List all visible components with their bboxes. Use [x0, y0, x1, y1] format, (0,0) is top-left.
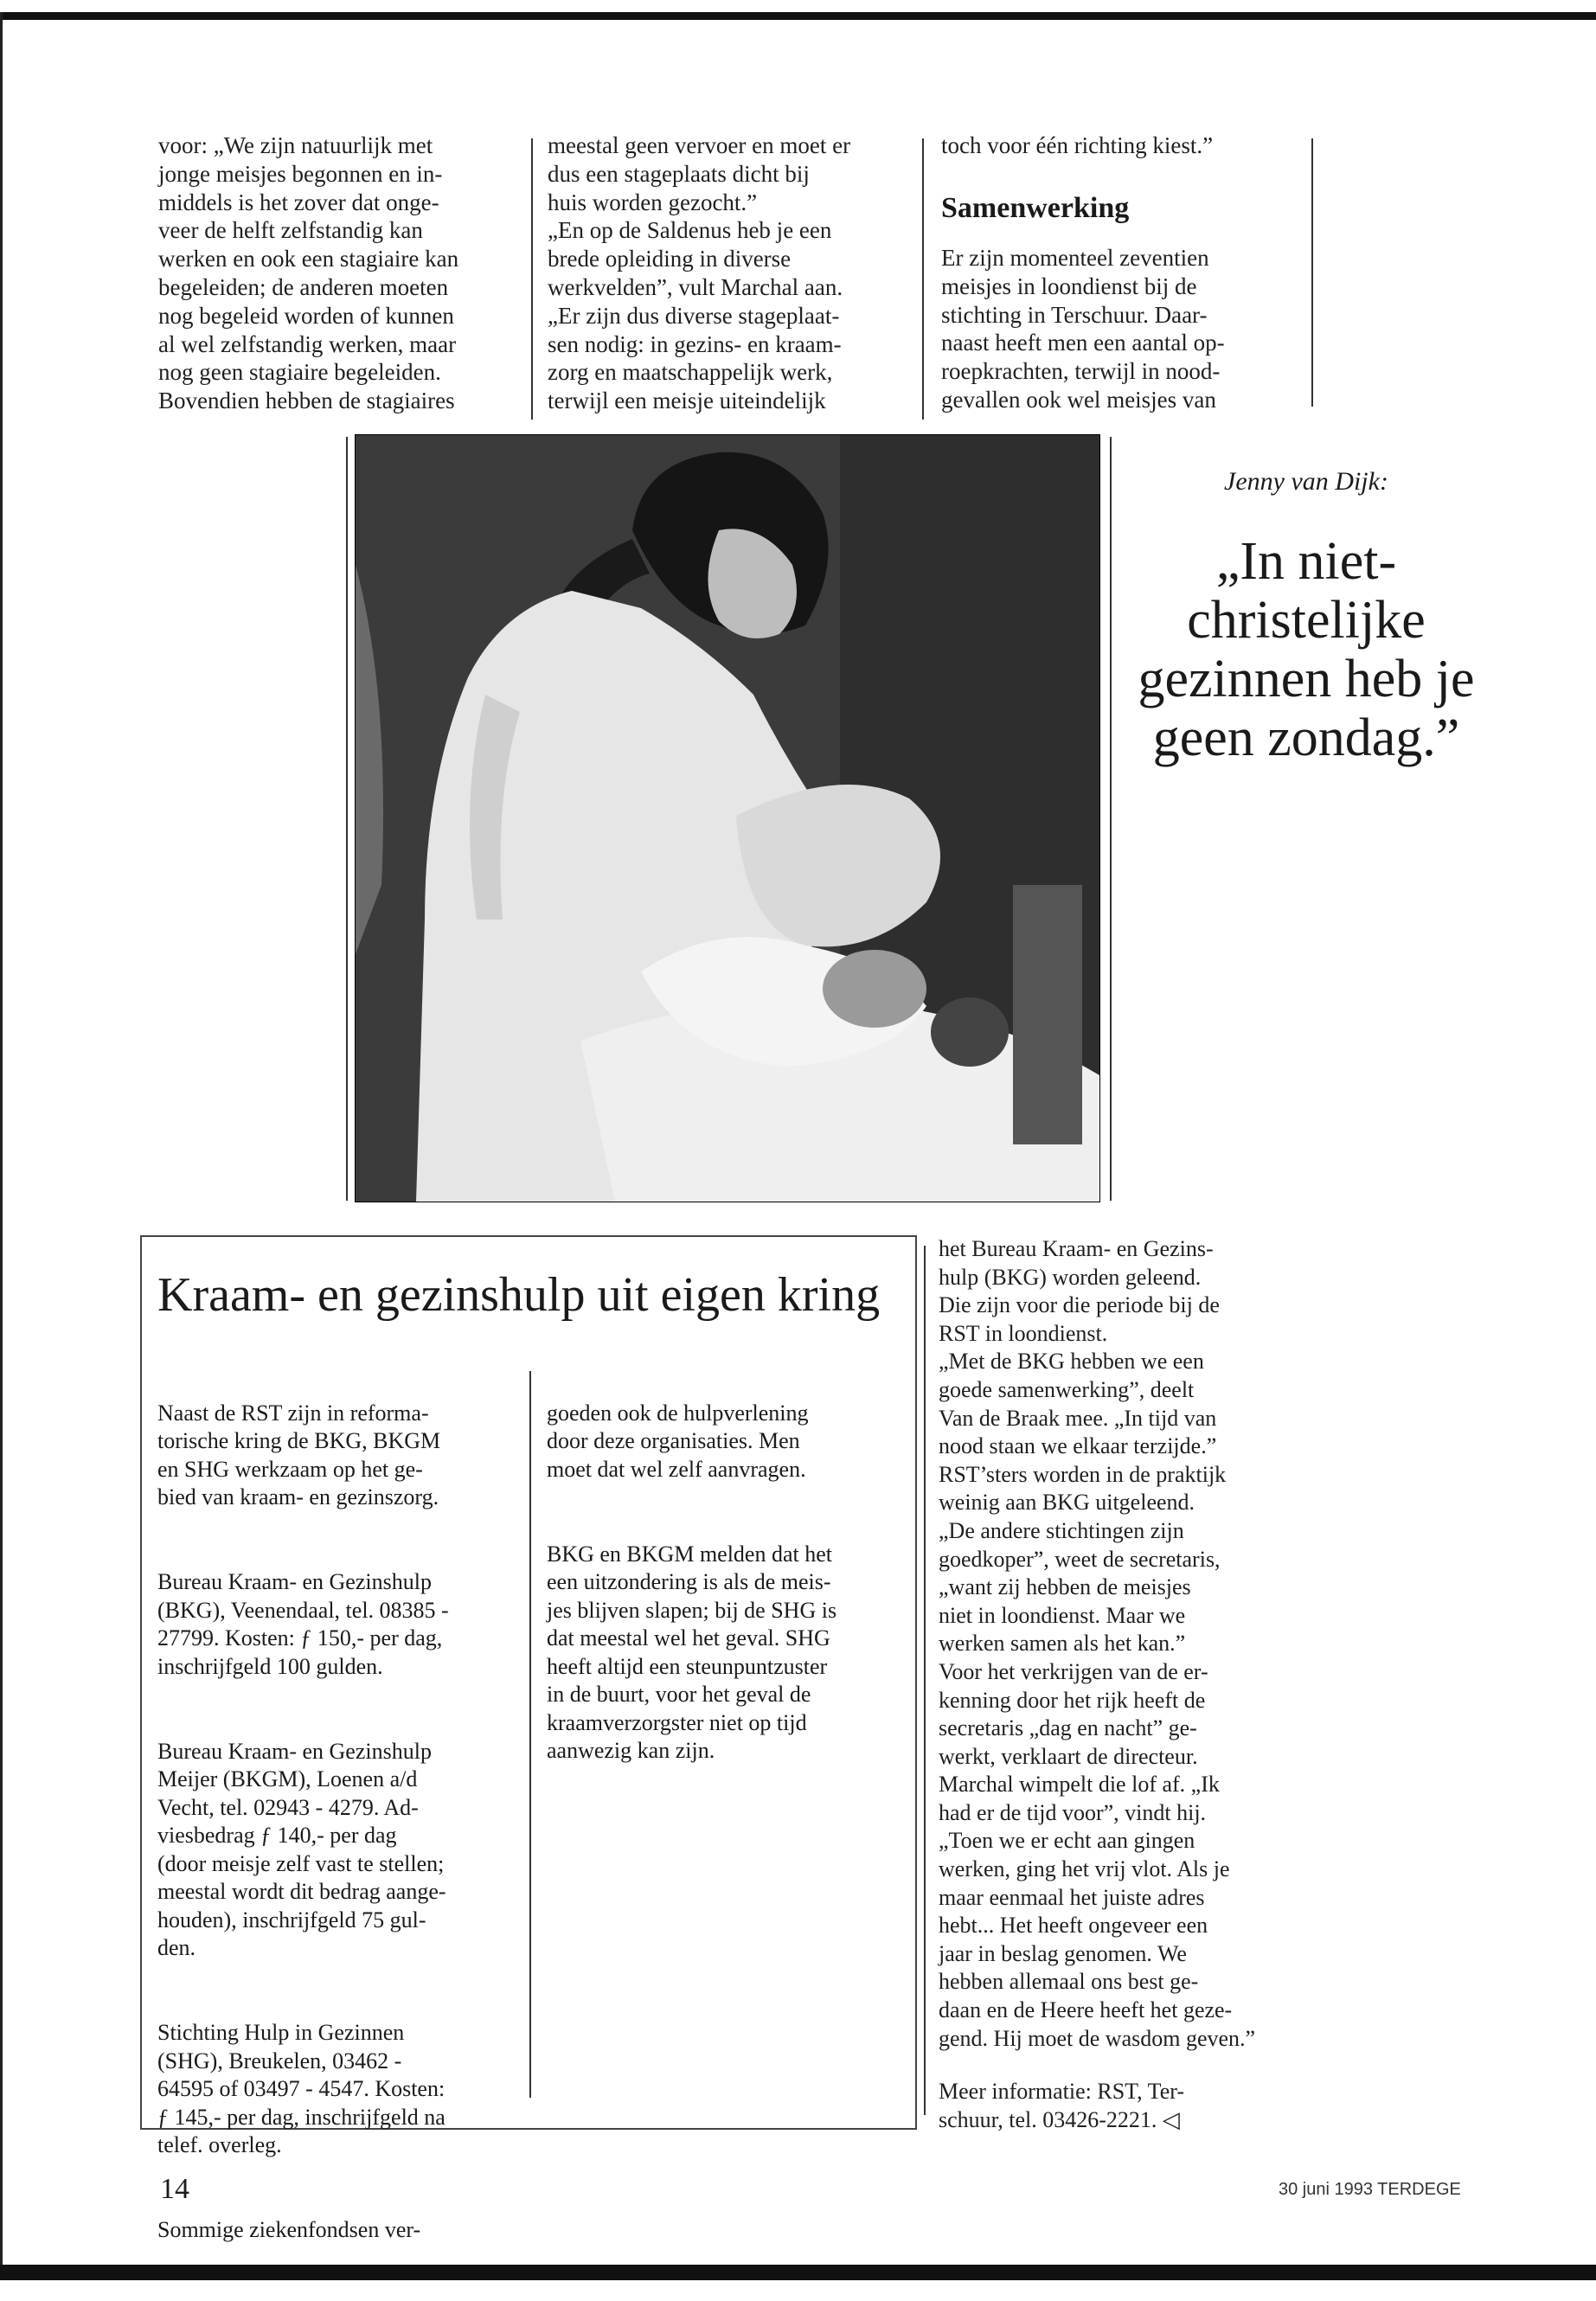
- column-rule: [922, 138, 924, 420]
- bottom-border: [0, 2265, 1596, 2280]
- contact-info: Meer informatie: RST, Ter- schuur, tel. 03426-2221. ◁: [939, 2079, 1185, 2132]
- section-heading: Samenwerking: [941, 192, 1130, 224]
- left-border: [0, 12, 3, 2265]
- top-border: [0, 12, 1596, 20]
- right-column-body: het Bureau Kraam- en Gezins- hulp (BKG) worden geleend. Die zijn voor die periode bij de RST in loondienst. „Met de BKG hebben we een goede samenwerking”, deelt Van de Braak mee. „In tijd van nood staan we elkaar terzijde.” RST’sters worden in de praktijk weinig aan BKG uitgeleend. „De andere stichtingen zijn goedkoper”, weet de secretaris, „want zij hebben de meisjes niet in loondienst. Maar we werken samen als het kan.” Voor het verkrijgen van de er- kenning door het rijk heeft de secretaris „dag en nacht” ge- werkt, verklaart de directeur. Marchal wimpelt die lof af. „Ik had er de tijd voor”, vindt hij. „Toen we er echt aan gingen werken, ging het vrij vlot. Als je maar eenmaal het juiste adres hebt... Het heeft ongeveer een jaar in beslag genomen. We hebben allemaal ons best ge- daan en de Heere heeft het geze- gend. Hij moet de wasdom geven.”: [939, 1236, 1256, 2051]
- top-column-2: meestal geen vervoer en moet er dus een stageplaats dicht bij huis worden gezocht.” „En op de Saldenus heb je een brede opleiding in diverse werkvelden”, vult Marchal aan. „Er zijn dus diverse stageplaat- sen nodig: in gezins- en kraam- zorg en maatschappelijk werk, terwijl een meisje uiteindelijk: [548, 132, 851, 414]
- column-rule: [529, 1371, 531, 2098]
- sidebar-column-2: [547, 1371, 901, 1793]
- top-column-3-intro: toch voor één richting kiest.”: [941, 132, 1214, 158]
- photo-rule: [1110, 437, 1112, 1201]
- sidebar-paragraph: Stichting Hulp in Gezinnen (SHG), Breukelen, 03462 - 64595 of 03497 - 4547. Kosten: ƒ 145,- per dag, inschrijfgeld na telef. overleg.: [157, 2020, 445, 2157]
- sidebar-paragraph: Bureau Kraam- en Gezinshulp Meijer (BKGM), Loenen a/d Vecht, tel. 02943 - 4279. Ad- viesbedrag ƒ 140,- per dag (door meisje zelf vast te stellen; meestal wordt dit bedrag aange- houden), inschrijfgeld 75 gul- den.: [157, 1738, 446, 1960]
- page-number: 14: [160, 2173, 189, 2205]
- issue-footer: 30 juni 1993 TERDEGE: [1279, 2180, 1461, 2199]
- sidebar-paragraph: goeden ook de hulpverlening door deze organisaties. Men moet dat wel zelf aanvragen.: [547, 1400, 809, 1482]
- sidebar-paragraph: Sommige ziekenfondsen ver-: [157, 2217, 421, 2242]
- column-rule: [924, 1246, 926, 2115]
- sidebar-title: Kraam- en gezinshulp uit eigen kring: [157, 1268, 881, 1322]
- sidebar-paragraph: BKG en BKGM melden dat het een uitzondering is als de meis- jes blijven slapen; bij de SHG is dat meestal wel het geval. SHG heeft altijd een steunpuntzuster in de buurt, voor het geval de kraamverzorgster niet op tijd aanwezig kan zijn.: [547, 1541, 837, 1763]
- column-rule: [531, 138, 533, 420]
- pull-quote: „In niet- christelijke gezinnen heb je geen zondag.”: [1138, 532, 1475, 767]
- sidebar-column-1: [157, 1371, 512, 2272]
- photo-rule: [346, 437, 348, 1201]
- article-photo: [355, 434, 1100, 1202]
- top-column-1: voor: „We zijn natuurlijk met jonge meisjes begonnen en in- middels is het zover dat onge- veer de helft zelfstandig kan werken en ook een stagiaire kan begeleiden; de anderen moeten nog begeleid worden of kunnen al wel zelfstandig werken, maar nog geen stagiaire begeleiden. Bovendien hebben de stagiaires: [158, 132, 459, 414]
- column-rule: [1311, 138, 1313, 407]
- sidebar-paragraph: Naast de RST zijn in reforma- torische kring de BKG, BKGM en SHG werkzaam op het ge- bied van kraam- en gezinszorg.: [157, 1400, 441, 1509]
- sidebar-paragraph: Bureau Kraam- en Gezinshulp (BKG), Veenendaal, tel. 08385 - 27799. Kosten: ƒ 150,- per dag, inschrijfgeld 100 gulden.: [157, 1569, 449, 1679]
- quote-byline: Jenny van Dijk:: [1224, 467, 1388, 496]
- photo-illustration: [356, 435, 1099, 1202]
- top-column-3-body: Er zijn momenteel zeventien meisjes in loondienst bij de stichting in Terschuur. Daar- naast heeft men een aantal op- roepkrachten, terwijl in nood- gevallen ook wel meisjes van: [941, 245, 1225, 413]
